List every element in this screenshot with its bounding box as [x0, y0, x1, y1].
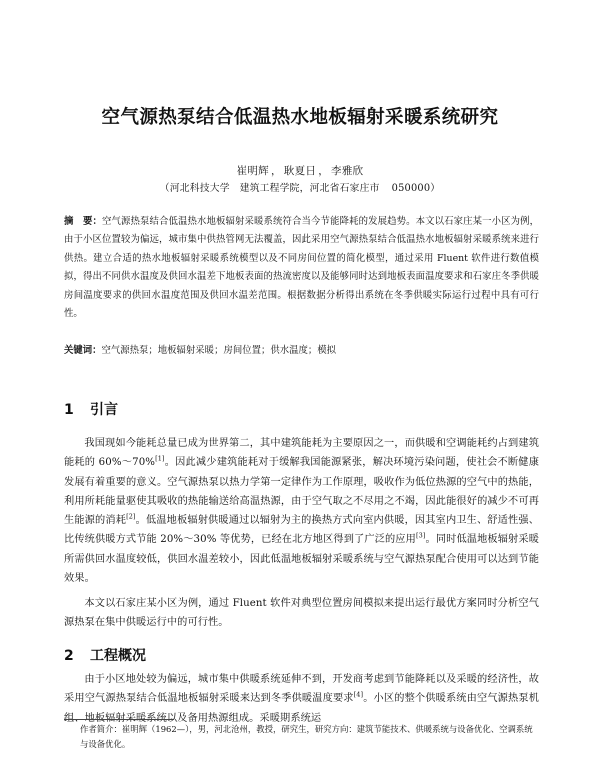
affiliation	[0, 180, 600, 194]
author-footnote: 作者简介：崔明辉（1962—），男，河北沧州，教授，研究生，研究方向：建筑节能技术、供暖系统与设备优化、空调系统与设备优化。	[80, 724, 533, 749]
author-name: 耿夏日	[283, 165, 317, 177]
keyword: ； 地板辐射采暖	[148, 345, 214, 356]
keyword: ； 房间位置	[214, 345, 261, 356]
citation: [2]	[126, 512, 136, 521]
body-paragraph: 我国现如今能耗总量已成为世界第二，其中建筑能耗为主要原因之一，而供暖和空调能耗约占到建筑能耗的 60%～70%[1]。因此减少建筑能耗对于缓解我国能源紧张，解决环境污染问题，使社会不断健康发展有着重要的意义。空气源热泵以热力学第一定律作为工作原理，吸收作为低位热源的空气中的热能，利用所耗能量驱使其吸收的热能输送给高温热源，由于空气取之不尽用之不竭，因此能很好的减少不可再生能源的消耗[2]。低温地板辐射供暖通过以辐射为主的换热方式向室内供暖，因其室内卫生、舒适性强、比传统供暖方式节能 20%～30% 等优势，已经在北方地区得到了广泛的应用[3]。同时低温地板辐射采暖所需供回水温度较低，供回水温差较小，因此低温地板辐射采暖系统与空气源热泵配合使用可以达到节能效果。	[64, 438, 539, 585]
keyword: ； 模拟	[308, 345, 336, 356]
section-title: 工程概况	[90, 648, 146, 664]
citation: [3]	[415, 532, 426, 541]
abstract-text: 空气源热泵结合低温热水地板辐射采暖系统符合当今节能降耗的发展趋势。本文以石家庄某一小区为例，由于小区位置较为偏远，城市集中供热管网无法覆盖，因此采用空气源热泵结合低温热水地板辐射采暖系统来进行供热。建立合适的热水地板辐射采暖系统模型以及不同房间位置的简化模型，通过采用 Fluent 软件进行数值模拟，得出不同供水温度及供回水温差下地板表面的热流密度以及能够同时达到地板表面温度要求和石家庄冬季供暖房间温度要求的供回水温度范围及供回水温差范围。根据数据分析得出系统在冬季供暖实际运行过程中具有可行性。	[64, 216, 539, 320]
abstract	[64, 213, 539, 323]
footnote-divider	[64, 719, 174, 720]
section-heading	[64, 645, 146, 665]
section-title: 引言	[90, 402, 118, 418]
body-paragraph: 由于小区地处较为偏远，城市集中供暖系统延伸不到，开发商考虑到节能降耗以及采暖的经济性，故采用空气源热泵结合低温地板辐射采暖来达到冬季供暖温度要求[4]。小区的整个供暖系统由空气源热泵机组、地板辐射采暖系统以及备用热源组成。采暖期系统运	[64, 674, 540, 724]
section-number: 2	[64, 648, 74, 664]
body-paragraph: 本文以石家庄某小区为例，通过 Fluent 软件对典型位置房间模拟来提出运行最优方案同时分析空气源热泵在集中供暖运行中的可行性。	[64, 598, 539, 629]
keyword: ； 供水温度	[261, 345, 308, 356]
author-name: 崔明辉	[236, 165, 269, 177]
paper-title: 空气源热泵结合低温热水地板辐射采暖系统研究	[101, 107, 499, 128]
citation: [4]	[353, 690, 364, 699]
keyword: 空气源热泵	[101, 345, 149, 356]
section-number: 1	[64, 402, 74, 418]
affiliation-postcode: 050000）	[391, 183, 441, 194]
section-heading	[64, 399, 118, 419]
author-name: 李雅欣	[331, 165, 364, 177]
keywords-label: 关键词：	[64, 345, 102, 356]
author-line: 崔明辉 ， 耿夏日 ， 李雅欣	[236, 165, 364, 177]
abstract-label: 摘 要：	[64, 216, 103, 227]
affiliation-school: （河北科技大学 建筑工程学院，河北省石家庄市	[159, 183, 380, 194]
citation: [1]	[155, 454, 165, 463]
keywords	[64, 342, 539, 360]
